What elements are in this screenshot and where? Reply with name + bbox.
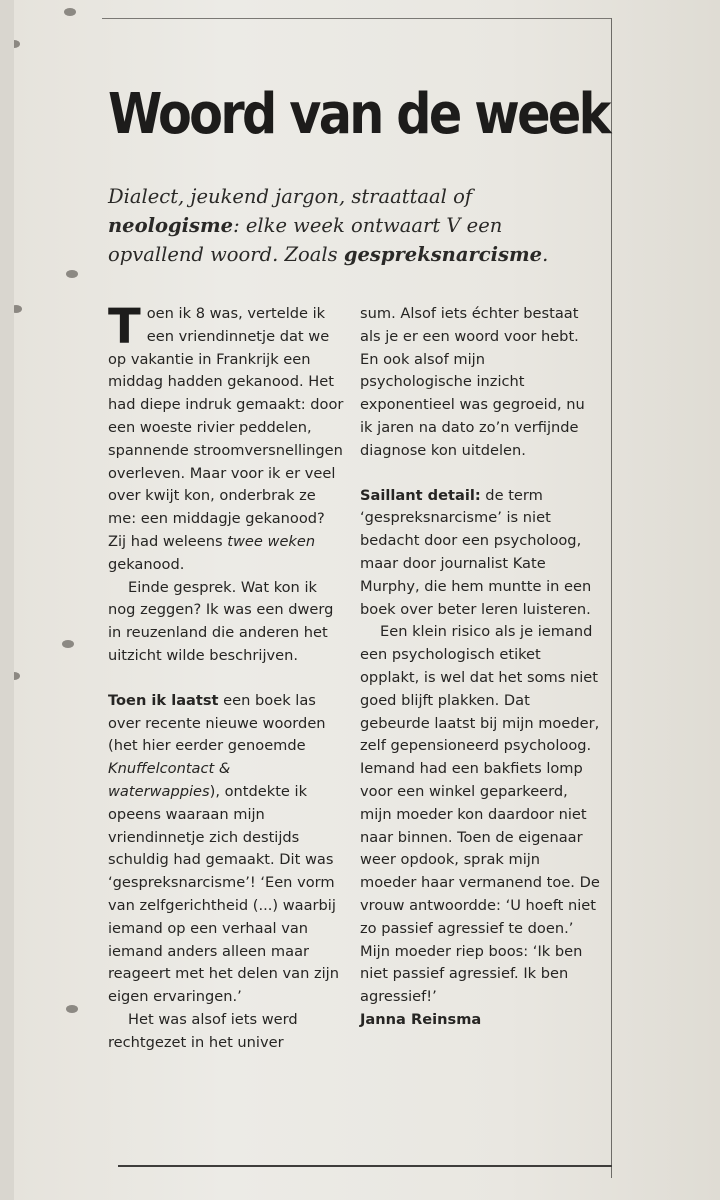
paragraph: Saillant detail: de term ‘gespreksnarcisme’ is niet bedacht door een psycholoog, maar door journalist Kate Murphy, die hem muntte in een boek over beter leren luisteren. <box>360 486 592 618</box>
intro-keyword-gespreksnarcisme: gespreksnarcisme <box>343 243 543 266</box>
article-column-right <box>360 303 600 1032</box>
staple-hole <box>14 40 20 48</box>
author-name: Janna Reinsma <box>360 1010 482 1028</box>
staple-hole <box>14 672 20 680</box>
paragraph: Einde gesprek. Wat kon ik nog zeggen? Ik was een dwerg in reuzenland die anderen het uitzicht wilde beschrijven. <box>108 578 334 664</box>
paragraph: Een klein risico als je iemand een psychologisch etiket opplakt, is wel dat het soms niet goed blijft plakken. Dat gebeurde laatst bij mijn moeder, zelf gepensioneerd psycholoog. Iemand had een bakfiets lomp voor een winkel geparkeerd, mijn moeder kon daardoor niet naar binnen. Toen de eigenaar weer opdook, sprak mijn moeder haar vermanend toe. De vrouw antwoordde: ‘U hoeft niet zo passief agressief te doen.’ Mijn moeder riep boos: ‘Ik ben niet passief agressief. Ik ben agressief!’ <box>360 623 600 1006</box>
paragraph-lead: Toen ik laatst <box>108 691 219 709</box>
staple-hole <box>66 1005 78 1013</box>
article-title: Woord van de week <box>108 82 609 147</box>
article-intro: Dialect, jeukend jargon, straattaal of neologisme: elke week ontwaart V een opvallend woord. Zoals gespreksnarcisme. <box>108 185 549 266</box>
article-column-left <box>108 299 344 1055</box>
staple-hole <box>14 305 22 313</box>
intro-keyword-neologisme: neologisme <box>108 214 234 237</box>
newspaper-page <box>14 0 720 1200</box>
paragraph-lead: Saillant detail: <box>360 486 481 504</box>
frame-right-rule <box>611 18 612 1178</box>
paragraph: Toen ik laatst een boek las over recente nieuwe woorden (het hier eerder genoemde Knuffelcontact & waterwappies), ontdekte ik opeens waaraan mijn vriendinnetje zich destijds schuldig had gemaakt. Dit was ‘gespreksnarcisme’! ‘Een vorm van zelfgerichtheid (...) waarbij iemand op een verhaal van iemand anders alleen maar reageert met het delen van zijn eigen ervaringen.’ <box>108 691 339 1006</box>
staple-hole <box>66 270 78 278</box>
paragraph: Toen ik 8 was, vertelde ik een vriendinnetje dat we op vakantie in Frankrijk een middag hadden gekanood. Het had diepe indruk gemaakt: door een woeste rivier peddelen, spannende stroomversnellingen overleven. Maar voor ik er veel over kwijt kon, onderbrak ze me: een middagje gekanood? Zij had weleens twee weken gekanood. <box>108 299 344 573</box>
paragraph: Het was alsof iets werd rechtgezet in het univer <box>108 1010 298 1051</box>
drop-cap: T <box>108 299 141 355</box>
paragraph: sum. Alsof iets échter bestaat als je er een woord voor hebt. En ook alsof mijn psychologische inzicht exponentieel was gegroeid, nu ik jaren na dato zo’n verfijnde diagnose kon uitdelen. <box>360 305 585 459</box>
staple-hole <box>64 8 76 16</box>
staple-hole <box>62 640 74 648</box>
frame-bottom-rule <box>118 1165 612 1167</box>
frame-top-rule <box>102 18 612 19</box>
